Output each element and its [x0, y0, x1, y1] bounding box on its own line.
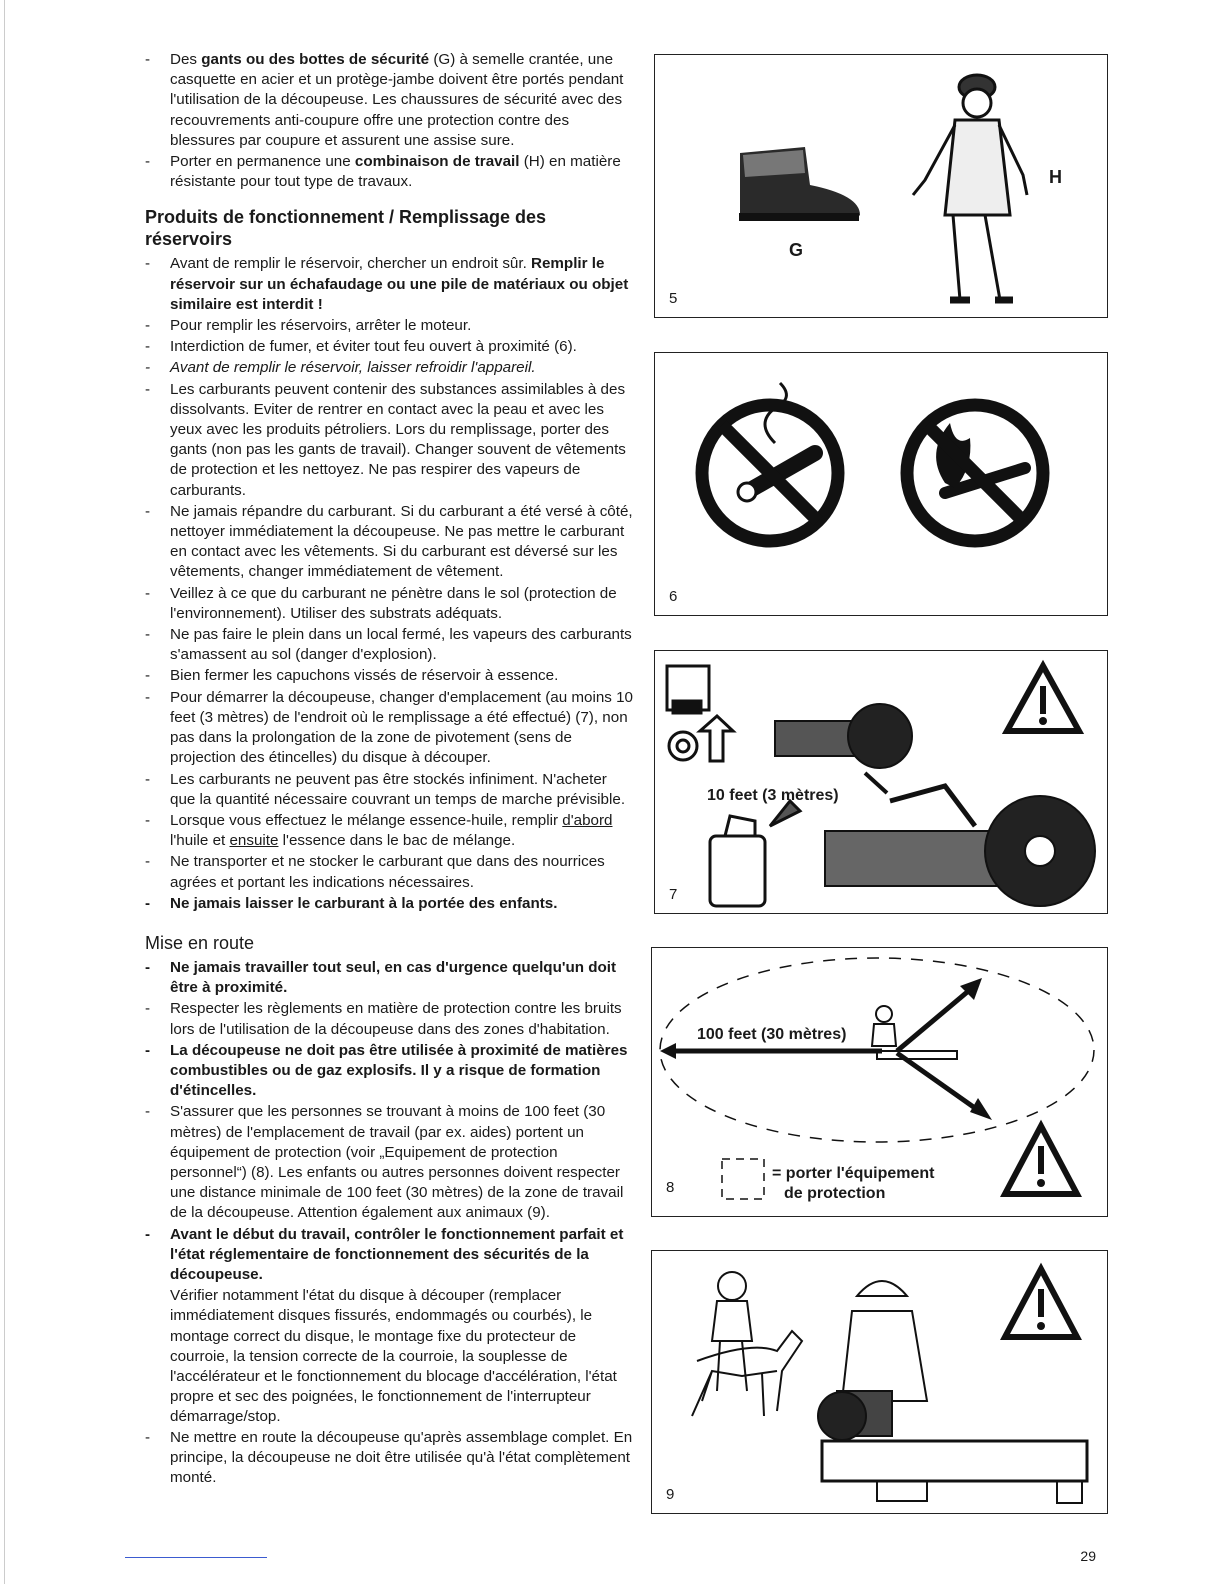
- scan-edge-line: [4, 0, 5, 1584]
- list-item: - Lorsque vous effectuez le mélange essence-huile, remplir d'abord l'huile et ensuite l'essence dans le bac de mélange.: [145, 811, 635, 851]
- legend-text: = porter l'équipement: [772, 1165, 935, 1182]
- fuel-can-icon: [710, 801, 800, 906]
- figure-number: 7: [669, 886, 678, 903]
- warning-icon: [1007, 666, 1079, 731]
- list-item: - Avant de remplir le réservoir, chercher un endroit sûr. Remplir le réservoir sur un échafaudage ou une pile de matériaux ou objet similaire est interdit !: [145, 254, 635, 315]
- list-item: - Porter en permanence une combinaison de travail (H) en matière résistante pour tout type de travaux.: [145, 152, 635, 192]
- figure-7: [654, 650, 1108, 914]
- figure-8: [651, 947, 1108, 1217]
- figure-number: 8: [666, 1179, 675, 1196]
- no-open-flame-icon: [907, 405, 1043, 541]
- worker-icon: [913, 75, 1027, 300]
- figure-number: 5: [669, 290, 678, 307]
- figure-number: 9: [666, 1486, 675, 1503]
- page-number: 29: [1080, 1548, 1096, 1564]
- boot-icon: [739, 147, 860, 221]
- figure-9: [651, 1250, 1108, 1514]
- list-item: - Bien fermer les capuchons vissés de réservoir à essence.: [145, 666, 635, 686]
- workbench: [877, 1051, 957, 1059]
- no-smoking-icon: [702, 383, 838, 541]
- paragraph: Vérifier notamment l'état du disque à découper (remplacer immédiatement disques fissurés, endommagés ou courbés), le montage correct du disque, le montage fixe du protecteur de courroie, la tension correcte de la courroie, la souplesse de l'accélérateur et le fonctionnement du blocage d'accélération, l'état propre et sec des poignées, le fonctionnement de l'interrupteur démarrage/stop.: [170, 1287, 617, 1426]
- figure-number: 6: [669, 588, 678, 605]
- fuel-station-icon: [667, 666, 733, 761]
- list-item: - Ne jamais laisser le carburant à la portée des enfants.: [145, 894, 635, 914]
- cutoff-saw-lower-icon: [825, 786, 1095, 906]
- distance-label: 100 feet (30 mètres): [697, 1026, 847, 1043]
- protection-legend-box: [722, 1159, 764, 1199]
- list-item: - Avant le début du travail, contrôler le fonctionnement parfait et l'état réglementaire de fonctionnement des sécurités de la découpeuse.: [145, 1225, 635, 1286]
- list-item: - Des gants ou des bottes de sécurité (G) à semelle crantée, une casquette en acier et un protège-jambe doivent être portés pendant l'utilisation de la découpeuse. Les chaussures de sécurité avec des recouvrements anti-coupure offre une protection contre des blessures par coupure et assurent une assise sure.: [145, 50, 635, 151]
- list-item: - Les carburants ne peuvent pas être stockés infiniment. N'acheter que la quantité nécessaire couvrant un temps de marche prévisible.: [145, 770, 635, 810]
- child-icon: [712, 1272, 752, 1391]
- distance-label: 10 feet (3 mètres): [707, 787, 839, 804]
- figure-label-g: G: [789, 240, 804, 260]
- list-item: - Avant de remplir le réservoir, laisser refroidir l'appareil.: [145, 358, 635, 378]
- list-item: - Ne mettre en route la découpeuse qu'après assemblage complet. En principe, la découpeuse ne doit être utilisée qu'à l'état complètement monté.: [145, 1428, 635, 1489]
- warning-icon: [1005, 1269, 1077, 1337]
- list-item: - Ne transporter et ne stocker le carburant que dans des nourrices agrées et portant les indications nécessaires.: [145, 852, 635, 892]
- bystander-illustration: [652, 1251, 1107, 1513]
- list-item: - Veillez à ce que du carburant ne pénètre dans le sol (protection de l'environnement). Utiliser des substrats adéquats.: [145, 584, 635, 624]
- list-item: - Ne pas faire le plein dans un local fermé, les vapeurs des carburants s'amassent au sol (danger d'explosion).: [145, 625, 635, 665]
- list-item: - Pour démarrer la découpeuse, changer d'emplacement (au moins 10 feet (3 mètres) de l'endroit où le remplissage a été effectué) (7), non pas dans la prolongation de la zone de pivotement (sens de projection des étincelles) du disque à découper.: [145, 688, 635, 769]
- refuel-distance-illustration: [655, 651, 1107, 913]
- legend-text: de protection: [784, 1185, 886, 1202]
- list-item: - Ne jamais répandre du carburant. Si du carburant a été versé à côté, nettoyer immédiatement la découpeuse. Ne pas mettre le carburant en contact avec les vêtements. Si du carburant est déversé sur les vêtements, changer immédiatement de vêtement.: [145, 502, 635, 583]
- list-item: - S'assurer que les personnes se trouvant à moins de 100 feet (30 mètres) de l'emplacement de travail (par ex. aides) portent un équipement de protection (voir „Equipement de protection personnel“) (8). Les enfants ou autres personnes doivent respecter une distance minimale de 100 feet (30 mètres) de la zone de travail de la découpeuse. Attention également aux animaux (9).: [145, 1102, 635, 1223]
- list-item: - Les carburants peuvent contenir des substances assimilables à des dissolvants. Eviter de rentrer en contact avec la peau et avec les yeux avec les produits pétroliers. Lors du remplissage, porter des gants (non pas les gants de travail). Changer souvent de vêtements de protection et les nettoyez. Ne pas respirer des vapeurs de carburants.: [145, 380, 635, 501]
- figure-label-h: H: [1049, 167, 1062, 187]
- list-item: - Interdiction de fumer, et éviter tout feu ouvert à proximité (6).: [145, 337, 635, 357]
- footer-rule: [125, 1557, 267, 1558]
- workbench: [822, 1441, 1087, 1481]
- section-heading: Mise en route: [145, 932, 255, 953]
- worker-with-saw-icon: [818, 1281, 927, 1440]
- list-item: - La découpeuse ne doit pas être utilisée à proximité de matières combustibles ou de gaz explosifs. Il y a risque de formation d'étincelles.: [145, 1041, 635, 1102]
- list-item: - Respecter les règlements en matière de protection contre les bruits lors de l'utilisation de la découpeuse dans des zones d'habitation.: [145, 999, 635, 1039]
- list-item: - Pour remplir les réservoirs, arrêter le moteur.: [145, 316, 635, 336]
- list-item: - Ne jamais travailler tout seul, en cas d'urgence quelqu'un doit être à proximité.: [145, 958, 635, 998]
- prohibition-signs: [655, 353, 1107, 615]
- cutoff-saw-upper-icon: [775, 704, 912, 768]
- text-column: [145, 50, 635, 1489]
- operator-icon: [872, 1006, 896, 1046]
- warning-icon: [1005, 1126, 1077, 1194]
- boot-and-worker-illustration: [655, 55, 1107, 317]
- dog-icon: [692, 1331, 802, 1416]
- section-heading: Produits de fonctionnement / Remplissage des réservoirs: [145, 207, 547, 250]
- figure-6: [654, 352, 1108, 616]
- figure-5: [654, 54, 1108, 318]
- arrow-icon: [865, 773, 887, 793]
